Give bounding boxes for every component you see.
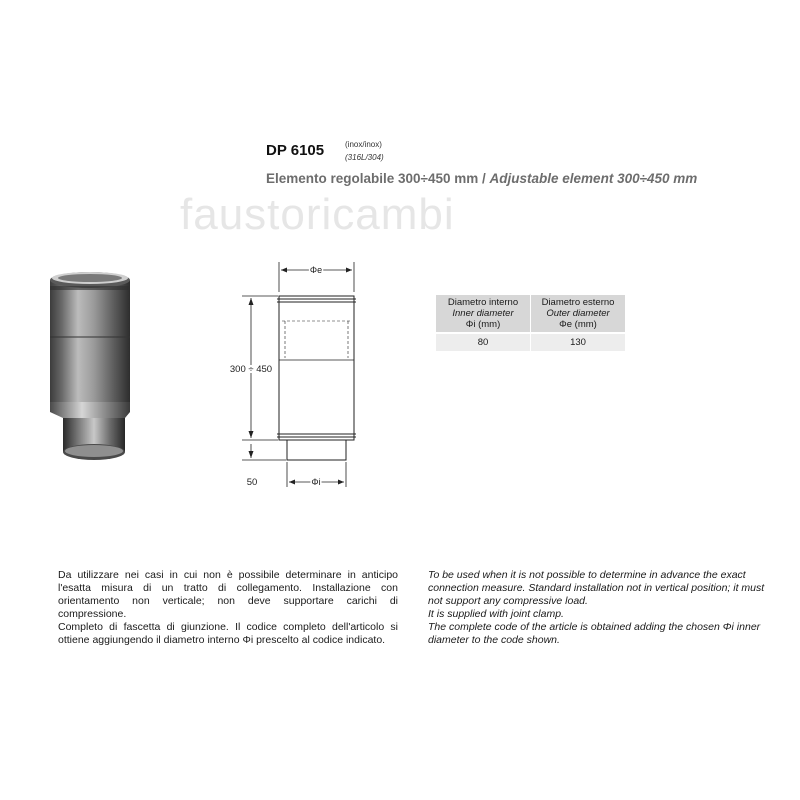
length-label: 300 ÷ 450 — [229, 364, 273, 375]
header-label-en: Outer diameter — [546, 308, 610, 319]
material-grade-label: (316L/304) — [345, 153, 384, 162]
description-paragraph: Da utilizzare nei casi in cui non è possibile determinare in anticipo l'esatta misura di un tratto di collegamento. Installazione con orientamento non verticale; non deve supportare carichi di compressione. — [58, 569, 398, 620]
outer-diameter-label: Φe — [309, 265, 323, 275]
description-paragraph: It is supplied with joint clamp. — [428, 608, 564, 620]
product-title-italian: Elemento regolabile 300÷450 mm / — [266, 171, 486, 186]
watermark: faustoricambi — [180, 190, 455, 239]
cell-outer-diameter: 130 — [531, 333, 626, 351]
offset-label: 50 — [246, 477, 258, 488]
description-english — [428, 569, 773, 647]
header-outer-diameter — [531, 295, 626, 333]
table-header-row — [436, 295, 625, 333]
header-unit: Φe (mm) — [559, 319, 597, 330]
header-label-it: Diametro esterno — [541, 297, 615, 308]
table-row — [436, 333, 625, 351]
description-paragraph: To be used when it is not possible to determine in advance the exact connection measure. Standard installation not in vertical position; it must not support any compressive load. — [428, 569, 765, 607]
description-paragraph: Completo di fascetta di giunzione. Il codice completo dell'articolo si ottiene aggiungendo il diametro interno Φi prescelto al codice indicato. — [58, 621, 398, 646]
material-label: (inox/inox) — [345, 140, 382, 149]
technical-drawing — [220, 255, 370, 495]
description-italian — [58, 569, 398, 647]
product-title — [266, 171, 697, 186]
description-paragraph: The complete code of the article is obtained adding the chosen Φi inner diameter to the code shown. — [428, 621, 761, 646]
product-photo — [40, 262, 140, 462]
spec-table — [436, 295, 625, 351]
cell-inner-diameter: 80 — [436, 333, 531, 351]
header-label-en: Inner diameter — [452, 308, 514, 319]
product-title-english: Adjustable element 300÷450 mm — [489, 171, 698, 186]
header-label-it: Diametro interno — [447, 297, 519, 308]
header-unit: Φi (mm) — [465, 319, 501, 330]
inner-diameter-label: Φi — [311, 477, 321, 487]
product-code: DP 6105 — [266, 142, 325, 159]
header-inner-diameter — [436, 295, 531, 333]
